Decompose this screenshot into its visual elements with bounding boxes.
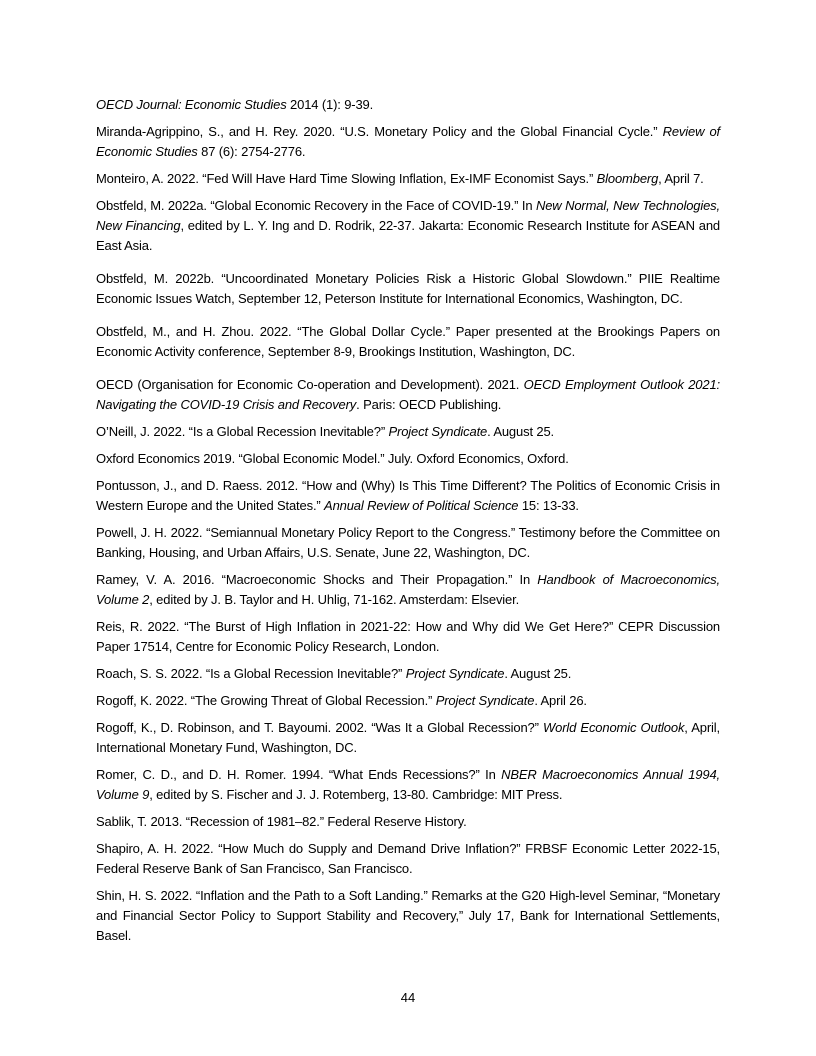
reference-title-italic: New Normal, New Technologies, New Financing — [96, 198, 720, 233]
reference-title-italic: OECD Employment Outlook 2021: Navigating the COVID-19 Crisis and Recovery — [96, 377, 720, 412]
reference-entry — [96, 196, 720, 256]
reference-text: Rogoff, K. 2022. “The Growing Threat of Global Recession.” — [96, 693, 436, 708]
reference-text: Reis, R. 2022. “The Burst of High Inflation in 2021-22: How and Why did We Get Here?” CEPR Discussion Paper 17514, Centre for Economic Policy Research, London. — [96, 619, 720, 654]
reference-text: , edited by J. B. Taylor and H. Uhlig, 71-162. Amsterdam: Elsevier. — [149, 592, 520, 607]
reference-text: . April 26. — [534, 693, 587, 708]
reference-text: Powell, J. H. 2022. “Semiannual Monetary Policy Report to the Congress.” Testimony before the Committee on Banking, Housing, and Urban Affairs, U.S. Senate, June 22, Washington, DC. — [96, 525, 720, 560]
reference-entry — [96, 617, 720, 657]
reference-entry — [96, 570, 720, 610]
reference-entry — [96, 476, 720, 516]
reference-text: Shin, H. S. 2022. “Inflation and the Path to a Soft Landing.” Remarks at the G20 High-level Seminar, “Monetary and Financial Sector Policy to Support Stability and Recovery,” July 17, Bank for International Settlements, Basel. — [96, 888, 720, 943]
reference-entry — [96, 664, 720, 684]
reference-entry — [96, 269, 720, 309]
reference-entry — [96, 95, 720, 115]
reference-text: Rogoff, K., D. Robinson, and T. Bayoumi. 2002. “Was It a Global Recession?” — [96, 720, 544, 735]
reference-text: Romer, C. D., and D. H. Romer. 1994. “What Ends Recessions?” In — [96, 767, 502, 782]
reference-text: , April, International Monetary Fund, Washington, DC. — [96, 720, 720, 755]
reference-entry — [96, 718, 720, 758]
reference-title-italic: Project Syndicate — [405, 666, 505, 681]
reference-entry — [96, 422, 720, 442]
reference-title-italic: Annual Review of Political Science — [324, 498, 519, 513]
reference-entry — [96, 812, 720, 832]
reference-text: O’Neill, J. 2022. “Is a Global Recession Inevitable?” — [96, 424, 389, 439]
reference-text: Oxford Economics 2019. “Global Economic Model.” July. Oxford Economics, Oxford. — [96, 451, 569, 466]
reference-entry — [96, 169, 720, 189]
reference-text: Pontusson, J., and D. Raess. 2012. “How and (Why) Is This Time Different? The Politics of Economic Crisis in Western Europe and the United States.” — [96, 478, 720, 513]
reference-list — [96, 95, 720, 953]
reference-text: . Paris: OECD Publishing. — [356, 397, 502, 412]
reference-title-italic: OECD Journal: Economic Studies — [96, 97, 287, 112]
reference-text: Roach, S. S. 2022. “Is a Global Recession Inevitable?” — [96, 666, 406, 681]
reference-title-italic: Review of Economic Studies — [96, 124, 720, 159]
reference-title-italic: NBER Macroeconomics Annual 1994, Volume 9 — [96, 767, 721, 802]
reference-entry — [96, 886, 720, 946]
reference-text: Shapiro, A. H. 2022. “How Much do Supply and Demand Drive Inflation?” FRBSF Economic Letter 2022-15, Federal Reserve Bank of San Francisco, San Francisco. — [96, 841, 720, 876]
reference-title-italic: World Economic Outlook — [543, 720, 685, 735]
reference-entry — [96, 322, 720, 362]
reference-text: . August 25. — [504, 666, 572, 681]
reference-text: 15: 13-33. — [518, 498, 579, 513]
reference-text: , April 7. — [658, 171, 704, 186]
reference-text: , edited by L. Y. Ing and D. Rodrik, 22-37. Jakarta: Economic Research Institute for ASEAN and East Asia. — [96, 218, 720, 253]
reference-entry — [96, 375, 720, 415]
reference-text: Sablik, T. 2013. “Recession of 1981–82.” Federal Reserve History. — [96, 814, 467, 829]
reference-text: 87 (6): 2754-2776. — [197, 144, 306, 159]
reference-entry — [96, 449, 720, 469]
reference-entry — [96, 839, 720, 879]
reference-entry — [96, 691, 720, 711]
reference-entry — [96, 122, 720, 162]
reference-title-italic: Project Syndicate — [435, 693, 535, 708]
reference-text: Miranda-Agrippino, S., and H. Rey. 2020. “U.S. Monetary Policy and the Global Financial Cycle.” — [96, 124, 663, 139]
reference-text: . August 25. — [487, 424, 554, 439]
reference-title-italic: Project Syndicate — [388, 424, 488, 439]
reference-text: 2014 (1): 9-39. — [286, 97, 374, 112]
reference-text: Monteiro, A. 2022. “Fed Will Have Hard Time Slowing Inflation, Ex-IMF Economist Says.” — [96, 171, 597, 186]
reference-title-italic: Bloomberg — [596, 171, 659, 186]
reference-text: Ramey, V. A. 2016. “Macroeconomic Shocks and Their Propagation.” In — [96, 572, 538, 587]
reference-title-italic: Handbook of Macroeconomics, Volume 2 — [96, 572, 720, 607]
reference-entry — [96, 523, 720, 563]
reference-text: Obstfeld, M., and H. Zhou. 2022. “The Global Dollar Cycle.” Paper presented at the Brookings Papers on Economic Activity conference, September 8-9, Brookings Institution, Washington, DC. — [96, 324, 720, 359]
reference-entry — [96, 765, 720, 805]
reference-text: , edited by S. Fischer and J. J. Rotemberg, 13-80. Cambridge: MIT Press. — [149, 787, 563, 802]
reference-text: Obstfeld, M. 2022a. “Global Economic Recovery in the Face of COVID-19.” In — [96, 198, 536, 213]
reference-text: Obstfeld, M. 2022b. “Uncoordinated Monetary Policies Risk a Historic Global Slowdown.” PIIE Realtime Economic Issues Watch, September 12, Peterson Institute for International Economics, Washington, DC. — [96, 271, 720, 306]
reference-text: OECD (Organisation for Economic Co-operation and Development). 2021. — [96, 377, 524, 392]
page-number: 44 — [400, 990, 416, 1005]
